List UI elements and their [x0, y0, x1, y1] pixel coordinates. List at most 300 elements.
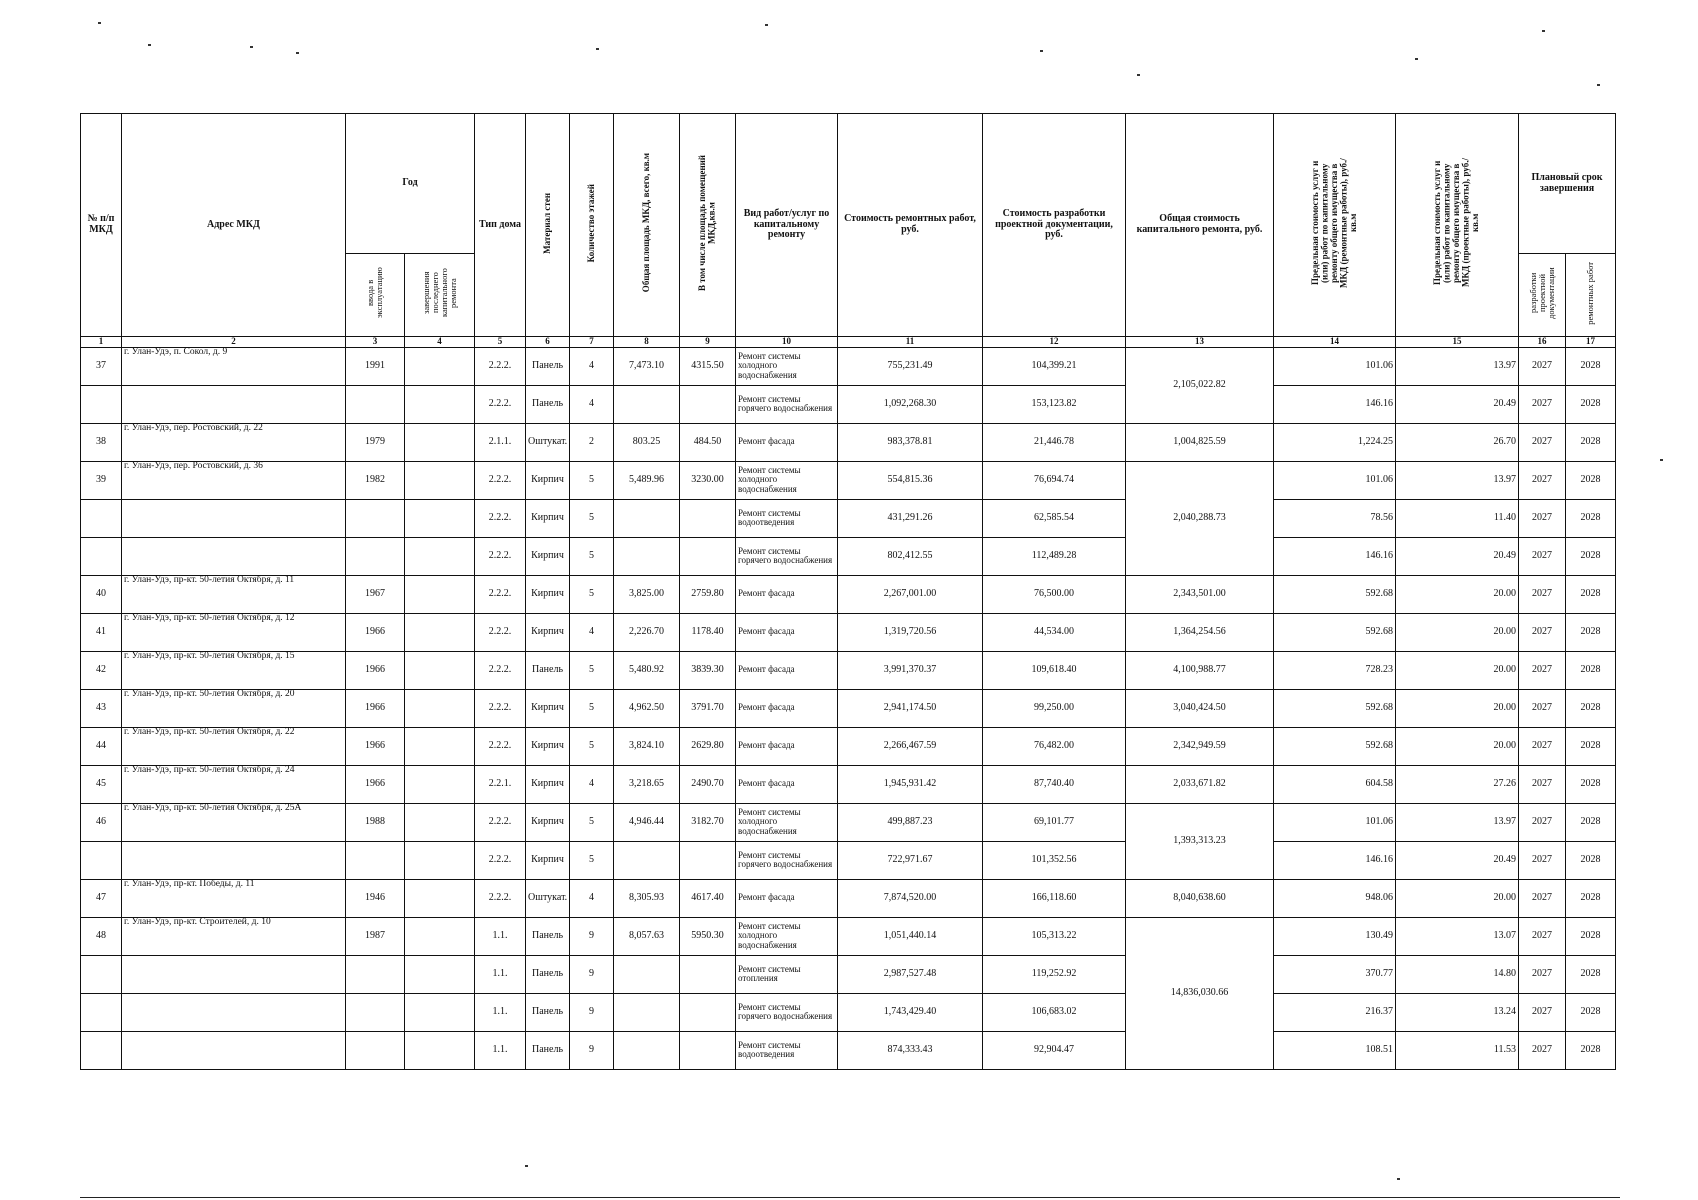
floors-cell: 4 — [570, 613, 614, 651]
cost-repair-cell: 3,991,370.37 — [838, 651, 983, 689]
scan-speck — [1415, 58, 1418, 60]
table-row — [81, 575, 1616, 613]
floors-cell: 4 — [570, 347, 614, 385]
deadline-repair-cell: 2028 — [1566, 537, 1616, 575]
column-number: 13 — [1126, 336, 1274, 347]
table-row — [81, 727, 1616, 765]
limit-design-cell: 20.00 — [1396, 879, 1519, 917]
cost-design-cell: 105,313.22 — [983, 917, 1126, 955]
cost-repair-cell: 2,987,527.48 — [838, 955, 983, 993]
wall-cell: Кирпич — [526, 613, 570, 651]
year-cell — [346, 993, 405, 1031]
work-type-cell: Ремонт системы водоотведения — [736, 1031, 838, 1069]
area-premises-cell: 484.50 — [680, 423, 736, 461]
header-year-last-repair: завершения последнего капитального ремонта — [420, 268, 458, 318]
floors-cell: 9 — [570, 993, 614, 1031]
area-total-cell — [614, 1031, 680, 1069]
limit-design-cell: 11.40 — [1396, 499, 1519, 537]
header-cost-repair: Стоимость ремонтных работ, руб. — [838, 114, 983, 337]
area-premises-cell — [680, 841, 736, 879]
cost-repair-cell: 2,266,467.59 — [838, 727, 983, 765]
column-number: 14 — [1274, 336, 1396, 347]
house-type-cell: 2.2.2. — [475, 499, 526, 537]
house-type-cell: 2.2.2. — [475, 575, 526, 613]
cost-repair-cell: 554,815.36 — [838, 461, 983, 499]
work-type-cell: Ремонт системы отопления — [736, 955, 838, 993]
cost-repair-cell: 1,092,268.30 — [838, 385, 983, 423]
cost-repair-cell: 2,267,001.00 — [838, 575, 983, 613]
last-repair-cell — [405, 461, 475, 499]
year-cell — [346, 499, 405, 537]
column-number: 11 — [838, 336, 983, 347]
work-type-cell: Ремонт фасада — [736, 651, 838, 689]
limit-repair-cell: 216.37 — [1274, 993, 1396, 1031]
deadline-repair-cell: 2028 — [1566, 879, 1616, 917]
year-cell: 1967 — [346, 575, 405, 613]
wall-cell: Кирпич — [526, 765, 570, 803]
column-number: 1 — [81, 336, 122, 347]
address-cell: г. Улан-Удэ, пр-кт. 50-летия Октября, д. 25А — [122, 803, 346, 841]
limit-repair-cell: 146.16 — [1274, 385, 1396, 423]
area-total-cell: 4,962.50 — [614, 689, 680, 727]
last-repair-cell — [405, 1031, 475, 1069]
year-cell — [346, 1031, 405, 1069]
deadline-design-cell: 2027 — [1519, 727, 1566, 765]
deadline-repair-cell: 2028 — [1566, 575, 1616, 613]
cost-total-cell: 1,004,825.59 — [1126, 423, 1274, 461]
cost-total-cell: 1,364,254.56 — [1126, 613, 1274, 651]
area-total-cell: 3,825.00 — [614, 575, 680, 613]
row-number — [81, 841, 122, 879]
cost-design-cell: 106,683.02 — [983, 993, 1126, 1031]
work-type-cell: Ремонт системы холодного водоснабжения — [736, 347, 838, 385]
area-premises-cell: 3791.70 — [680, 689, 736, 727]
house-type-cell: 2.2.2. — [475, 461, 526, 499]
year-cell: 1946 — [346, 879, 405, 917]
wall-cell: Кирпич — [526, 803, 570, 841]
cost-repair-cell: 874,333.43 — [838, 1031, 983, 1069]
limit-repair-cell: 592.68 — [1274, 613, 1396, 651]
column-number: 10 — [736, 336, 838, 347]
deadline-design-cell: 2027 — [1519, 803, 1566, 841]
limit-repair-cell: 101.06 — [1274, 461, 1396, 499]
header-house-type: Тип дома — [475, 114, 526, 337]
house-type-cell: 2.2.2. — [475, 613, 526, 651]
table-row — [81, 993, 1616, 1031]
column-number: 3 — [346, 336, 405, 347]
column-number: 6 — [526, 336, 570, 347]
row-number — [81, 1031, 122, 1069]
row-number: 45 — [81, 765, 122, 803]
cost-total-cell: 1,393,313.23 — [1126, 803, 1274, 879]
limit-design-cell: 13.24 — [1396, 993, 1519, 1031]
row-number: 41 — [81, 613, 122, 651]
row-number: 39 — [81, 461, 122, 499]
wall-cell: Панель — [526, 917, 570, 955]
floors-cell: 5 — [570, 499, 614, 537]
limit-repair-cell: 146.16 — [1274, 841, 1396, 879]
area-premises-cell — [680, 993, 736, 1031]
work-type-cell: Ремонт системы холодного водоснабжения — [736, 803, 838, 841]
house-type-cell: 2.2.2. — [475, 727, 526, 765]
year-cell — [346, 537, 405, 575]
last-repair-cell — [405, 689, 475, 727]
limit-repair-cell: 592.68 — [1274, 727, 1396, 765]
cost-repair-cell: 431,291.26 — [838, 499, 983, 537]
address-cell: г. Улан-Удэ, пер. Ростовский, д. 36 — [122, 461, 346, 499]
column-number: 7 — [570, 336, 614, 347]
cost-total-cell: 2,343,501.00 — [1126, 575, 1274, 613]
area-total-cell: 5,489.96 — [614, 461, 680, 499]
house-type-cell: 2.2.2. — [475, 385, 526, 423]
floors-cell: 5 — [570, 537, 614, 575]
address-cell: г. Улан-Удэ, п. Сокол, д. 9 — [122, 347, 346, 385]
cost-design-cell: 153,123.82 — [983, 385, 1126, 423]
area-premises-cell — [680, 955, 736, 993]
wall-cell: Кирпич — [526, 689, 570, 727]
deadline-repair-cell: 2028 — [1566, 841, 1616, 879]
work-type-cell: Ремонт фасада — [736, 879, 838, 917]
column-number: 2 — [122, 336, 346, 347]
wall-cell: Панель — [526, 651, 570, 689]
table-row — [81, 499, 1616, 537]
deadline-design-cell: 2027 — [1519, 1031, 1566, 1069]
address-cell: г. Улан-Удэ, пр-кт. 50-летия Октября, д. 11 — [122, 575, 346, 613]
area-total-cell: 8,057.63 — [614, 917, 680, 955]
floors-cell: 4 — [570, 385, 614, 423]
header-cost-total: Общая стоимость капитального ремонта, руб. — [1126, 114, 1274, 337]
work-type-cell: Ремонт фасада — [736, 613, 838, 651]
row-number: 48 — [81, 917, 122, 955]
area-total-cell — [614, 993, 680, 1031]
address-cell — [122, 1031, 346, 1069]
address-cell: г. Улан-Удэ, пр-кт. 50-летия Октября, д. 22 — [122, 727, 346, 765]
address-cell — [122, 385, 346, 423]
deadline-design-cell: 2027 — [1519, 499, 1566, 537]
area-total-cell: 803.25 — [614, 423, 680, 461]
last-repair-cell — [405, 879, 475, 917]
cost-total-cell: 8,040,638.60 — [1126, 879, 1274, 917]
floors-cell: 5 — [570, 841, 614, 879]
row-number — [81, 993, 122, 1031]
table-row — [81, 613, 1616, 651]
year-cell — [346, 955, 405, 993]
scan-speck — [296, 52, 299, 54]
scan-speck — [1137, 74, 1140, 76]
wall-cell: Панель — [526, 385, 570, 423]
scan-speck — [1040, 50, 1043, 52]
limit-design-cell: 13.97 — [1396, 461, 1519, 499]
header-limit-repair: Предельная стоимость услуг и (или) работ по капитальному ремонту общего имущества в МКД (ремонтные работы), руб./кв.м — [1309, 158, 1358, 288]
limit-repair-cell: 592.68 — [1274, 689, 1396, 727]
deadline-design-cell: 2027 — [1519, 385, 1566, 423]
row-number: 38 — [81, 423, 122, 461]
wall-cell: Кирпич — [526, 841, 570, 879]
floors-cell: 5 — [570, 689, 614, 727]
area-premises-cell — [680, 499, 736, 537]
cost-design-cell: 76,500.00 — [983, 575, 1126, 613]
cost-design-cell: 87,740.40 — [983, 765, 1126, 803]
last-repair-cell — [405, 651, 475, 689]
header-floors: Количество этажей — [585, 183, 596, 263]
column-number: 9 — [680, 336, 736, 347]
cost-design-cell: 44,534.00 — [983, 613, 1126, 651]
deadline-design-cell: 2027 — [1519, 879, 1566, 917]
address-cell: г. Улан-Удэ, пр-кт. 50-летия Октября, д. 24 — [122, 765, 346, 803]
area-total-cell: 4,946.44 — [614, 803, 680, 841]
limit-repair-cell: 728.23 — [1274, 651, 1396, 689]
deadline-design-cell: 2027 — [1519, 917, 1566, 955]
work-type-cell: Ремонт системы горячего водоснабжения — [736, 993, 838, 1031]
floors-cell: 5 — [570, 803, 614, 841]
deadline-design-cell: 2027 — [1519, 461, 1566, 499]
scan-speck — [1597, 84, 1600, 86]
last-repair-cell — [405, 841, 475, 879]
last-repair-cell — [405, 385, 475, 423]
last-repair-cell — [405, 423, 475, 461]
work-type-cell: Ремонт системы водоотведения — [736, 499, 838, 537]
limit-repair-cell: 78.56 — [1274, 499, 1396, 537]
scan-speck — [596, 48, 599, 50]
address-cell: г. Улан-Удэ, пр-кт. Победы, д. 11 — [122, 879, 346, 917]
area-premises-cell: 3839.30 — [680, 651, 736, 689]
cost-total-cell: 3,040,424.50 — [1126, 689, 1274, 727]
column-number: 12 — [983, 336, 1126, 347]
row-number: 40 — [81, 575, 122, 613]
cost-design-cell: 109,618.40 — [983, 651, 1126, 689]
column-number: 16 — [1519, 336, 1566, 347]
cost-total-cell: 4,100,988.77 — [1126, 651, 1274, 689]
house-type-cell: 2.2.2. — [475, 879, 526, 917]
cost-repair-cell: 2,941,174.50 — [838, 689, 983, 727]
last-repair-cell — [405, 803, 475, 841]
deadline-design-cell: 2027 — [1519, 993, 1566, 1031]
limit-design-cell: 20.49 — [1396, 385, 1519, 423]
limit-repair-cell: 948.06 — [1274, 879, 1396, 917]
header-deadline-design: разработки проектной документации — [1527, 267, 1556, 319]
cost-total-cell: 2,040,288.73 — [1126, 461, 1274, 575]
cost-total-cell: 14,836,030.66 — [1126, 917, 1274, 1069]
work-type-cell: Ремонт системы холодного водоснабжения — [736, 461, 838, 499]
limit-repair-cell: 1,224.25 — [1274, 423, 1396, 461]
area-total-cell — [614, 499, 680, 537]
cost-design-cell: 21,446.78 — [983, 423, 1126, 461]
deadline-repair-cell: 2028 — [1566, 803, 1616, 841]
year-cell: 1979 — [346, 423, 405, 461]
house-type-cell: 1.1. — [475, 955, 526, 993]
last-repair-cell — [405, 499, 475, 537]
last-repair-cell — [405, 993, 475, 1031]
header-limit-design: Предельная стоимость услуг и (или) работ по капитальному ремонту общего имущества в МКД (проектные работы), руб./кв.м — [1432, 158, 1481, 288]
house-type-cell: 2.1.1. — [475, 423, 526, 461]
cost-design-cell: 62,585.54 — [983, 499, 1126, 537]
area-premises-cell: 2759.80 — [680, 575, 736, 613]
table-row — [81, 651, 1616, 689]
house-type-cell: 2.2.2. — [475, 537, 526, 575]
address-cell — [122, 537, 346, 575]
year-cell: 1966 — [346, 613, 405, 651]
year-cell: 1987 — [346, 917, 405, 955]
cost-design-cell: 104,399.21 — [983, 347, 1126, 385]
table-row — [81, 347, 1616, 385]
table-row — [81, 841, 1616, 879]
year-cell: 1966 — [346, 651, 405, 689]
floors-cell: 9 — [570, 955, 614, 993]
cost-repair-cell: 755,231.49 — [838, 347, 983, 385]
deadline-repair-cell: 2028 — [1566, 499, 1616, 537]
cost-design-cell: 101,352.56 — [983, 841, 1126, 879]
deadline-repair-cell: 2028 — [1566, 385, 1616, 423]
header-no: № п/п МКД — [81, 114, 122, 337]
scan-speck — [765, 24, 768, 26]
area-total-cell: 2,226.70 — [614, 613, 680, 651]
deadline-repair-cell: 2028 — [1566, 689, 1616, 727]
year-cell: 1966 — [346, 765, 405, 803]
deadline-design-cell: 2027 — [1519, 955, 1566, 993]
house-type-cell: 2.2.2. — [475, 651, 526, 689]
limit-design-cell: 14.80 — [1396, 955, 1519, 993]
column-number: 4 — [405, 336, 475, 347]
last-repair-cell — [405, 955, 475, 993]
work-type-cell: Ремонт системы горячего водоснабжения — [736, 385, 838, 423]
table-row — [81, 803, 1616, 841]
year-cell: 1966 — [346, 689, 405, 727]
cost-repair-cell: 802,412.55 — [838, 537, 983, 575]
deadline-design-cell: 2027 — [1519, 651, 1566, 689]
limit-repair-cell: 130.49 — [1274, 917, 1396, 955]
limit-design-cell: 13.97 — [1396, 803, 1519, 841]
floors-cell: 5 — [570, 727, 614, 765]
row-number — [81, 499, 122, 537]
header-cost-design: Стоимость разработки проектной документации, руб. — [983, 114, 1126, 337]
address-cell — [122, 499, 346, 537]
work-type-cell: Ремонт фасада — [736, 575, 838, 613]
scan-speck — [1397, 1178, 1400, 1180]
area-total-cell — [614, 841, 680, 879]
header-wall: Материал стен — [541, 192, 552, 254]
floors-cell: 4 — [570, 879, 614, 917]
last-repair-cell — [405, 347, 475, 385]
header-area-premises: В том числе площадь помещений МКД,кв.м — [697, 155, 717, 291]
deadline-design-cell: 2027 — [1519, 765, 1566, 803]
area-total-cell — [614, 537, 680, 575]
work-type-cell: Ремонт системы холодного водоснабжения — [736, 917, 838, 955]
table-row — [81, 917, 1616, 955]
last-repair-cell — [405, 537, 475, 575]
house-type-cell: 1.1. — [475, 917, 526, 955]
deadline-repair-cell: 2028 — [1566, 955, 1616, 993]
cost-design-cell: 69,101.77 — [983, 803, 1126, 841]
row-number — [81, 537, 122, 575]
limit-design-cell: 20.00 — [1396, 651, 1519, 689]
header-year-commission: ввода в эксплуатацию — [365, 267, 384, 319]
column-number: 15 — [1396, 336, 1519, 347]
last-repair-cell — [405, 575, 475, 613]
area-premises-cell — [680, 537, 736, 575]
year-cell: 1966 — [346, 727, 405, 765]
floors-cell: 5 — [570, 575, 614, 613]
deadline-repair-cell: 2028 — [1566, 1031, 1616, 1069]
year-cell: 1982 — [346, 461, 405, 499]
header-deadline: Плановый срок завершения — [1519, 114, 1616, 254]
limit-design-cell: 13.97 — [1396, 347, 1519, 385]
row-number: 47 — [81, 879, 122, 917]
address-cell — [122, 993, 346, 1031]
house-type-cell: 2.2.2. — [475, 689, 526, 727]
wall-cell: Панель — [526, 993, 570, 1031]
house-type-cell: 2.2.2. — [475, 803, 526, 841]
cost-repair-cell: 1,743,429.40 — [838, 993, 983, 1031]
column-number: 8 — [614, 336, 680, 347]
area-premises-cell: 4617.40 — [680, 879, 736, 917]
limit-repair-cell: 101.06 — [1274, 347, 1396, 385]
area-premises-cell: 5950.30 — [680, 917, 736, 955]
row-number — [81, 385, 122, 423]
limit-repair-cell: 604.58 — [1274, 765, 1396, 803]
row-number: 43 — [81, 689, 122, 727]
deadline-repair-cell: 2028 — [1566, 423, 1616, 461]
capital-repair-register-table — [80, 113, 1616, 1070]
table-row — [81, 385, 1616, 423]
area-premises-cell: 1178.40 — [680, 613, 736, 651]
table-row — [81, 689, 1616, 727]
area-premises-cell: 2490.70 — [680, 765, 736, 803]
limit-repair-cell: 146.16 — [1274, 537, 1396, 575]
wall-cell: Панель — [526, 955, 570, 993]
address-cell: г. Улан-Удэ, пр-кт. Строителей, д. 10 — [122, 917, 346, 955]
year-cell: 1988 — [346, 803, 405, 841]
cost-repair-cell: 983,378.81 — [838, 423, 983, 461]
area-premises-cell: 3182.70 — [680, 803, 736, 841]
wall-cell: Кирпич — [526, 499, 570, 537]
address-cell: г. Улан-Удэ, пр-кт. 50-летия Октября, д. 20 — [122, 689, 346, 727]
wall-cell: Оштукат. — [526, 423, 570, 461]
table-body — [81, 347, 1616, 1069]
house-type-cell: 1.1. — [475, 993, 526, 1031]
area-total-cell: 8,305.93 — [614, 879, 680, 917]
limit-design-cell: 20.49 — [1396, 841, 1519, 879]
limit-design-cell: 27.26 — [1396, 765, 1519, 803]
table-row — [81, 765, 1616, 803]
area-premises-cell — [680, 385, 736, 423]
area-total-cell: 5,480.92 — [614, 651, 680, 689]
cost-repair-cell: 499,887.23 — [838, 803, 983, 841]
year-cell — [346, 385, 405, 423]
deadline-repair-cell: 2028 — [1566, 613, 1616, 651]
deadline-design-cell: 2027 — [1519, 575, 1566, 613]
work-type-cell: Ремонт фасада — [736, 423, 838, 461]
table-row — [81, 879, 1616, 917]
row-number — [81, 955, 122, 993]
deadline-design-cell: 2027 — [1519, 537, 1566, 575]
work-type-cell: Ремонт фасада — [736, 727, 838, 765]
cost-total-cell: 2,033,671.82 — [1126, 765, 1274, 803]
cost-repair-cell: 1,051,440.14 — [838, 917, 983, 955]
floors-cell: 2 — [570, 423, 614, 461]
cost-total-cell: 2,105,022.82 — [1126, 347, 1274, 423]
table-row — [81, 461, 1616, 499]
limit-design-cell: 26.70 — [1396, 423, 1519, 461]
area-total-cell: 3,218.65 — [614, 765, 680, 803]
row-number: 42 — [81, 651, 122, 689]
house-type-cell: 1.1. — [475, 1031, 526, 1069]
scan-speck — [98, 22, 101, 24]
address-cell: г. Улан-Удэ, пр-кт. 50-летия Октября, д. 12 — [122, 613, 346, 651]
last-repair-cell — [405, 613, 475, 651]
scan-speck — [148, 44, 151, 46]
table-row — [81, 955, 1616, 993]
table-row — [81, 537, 1616, 575]
